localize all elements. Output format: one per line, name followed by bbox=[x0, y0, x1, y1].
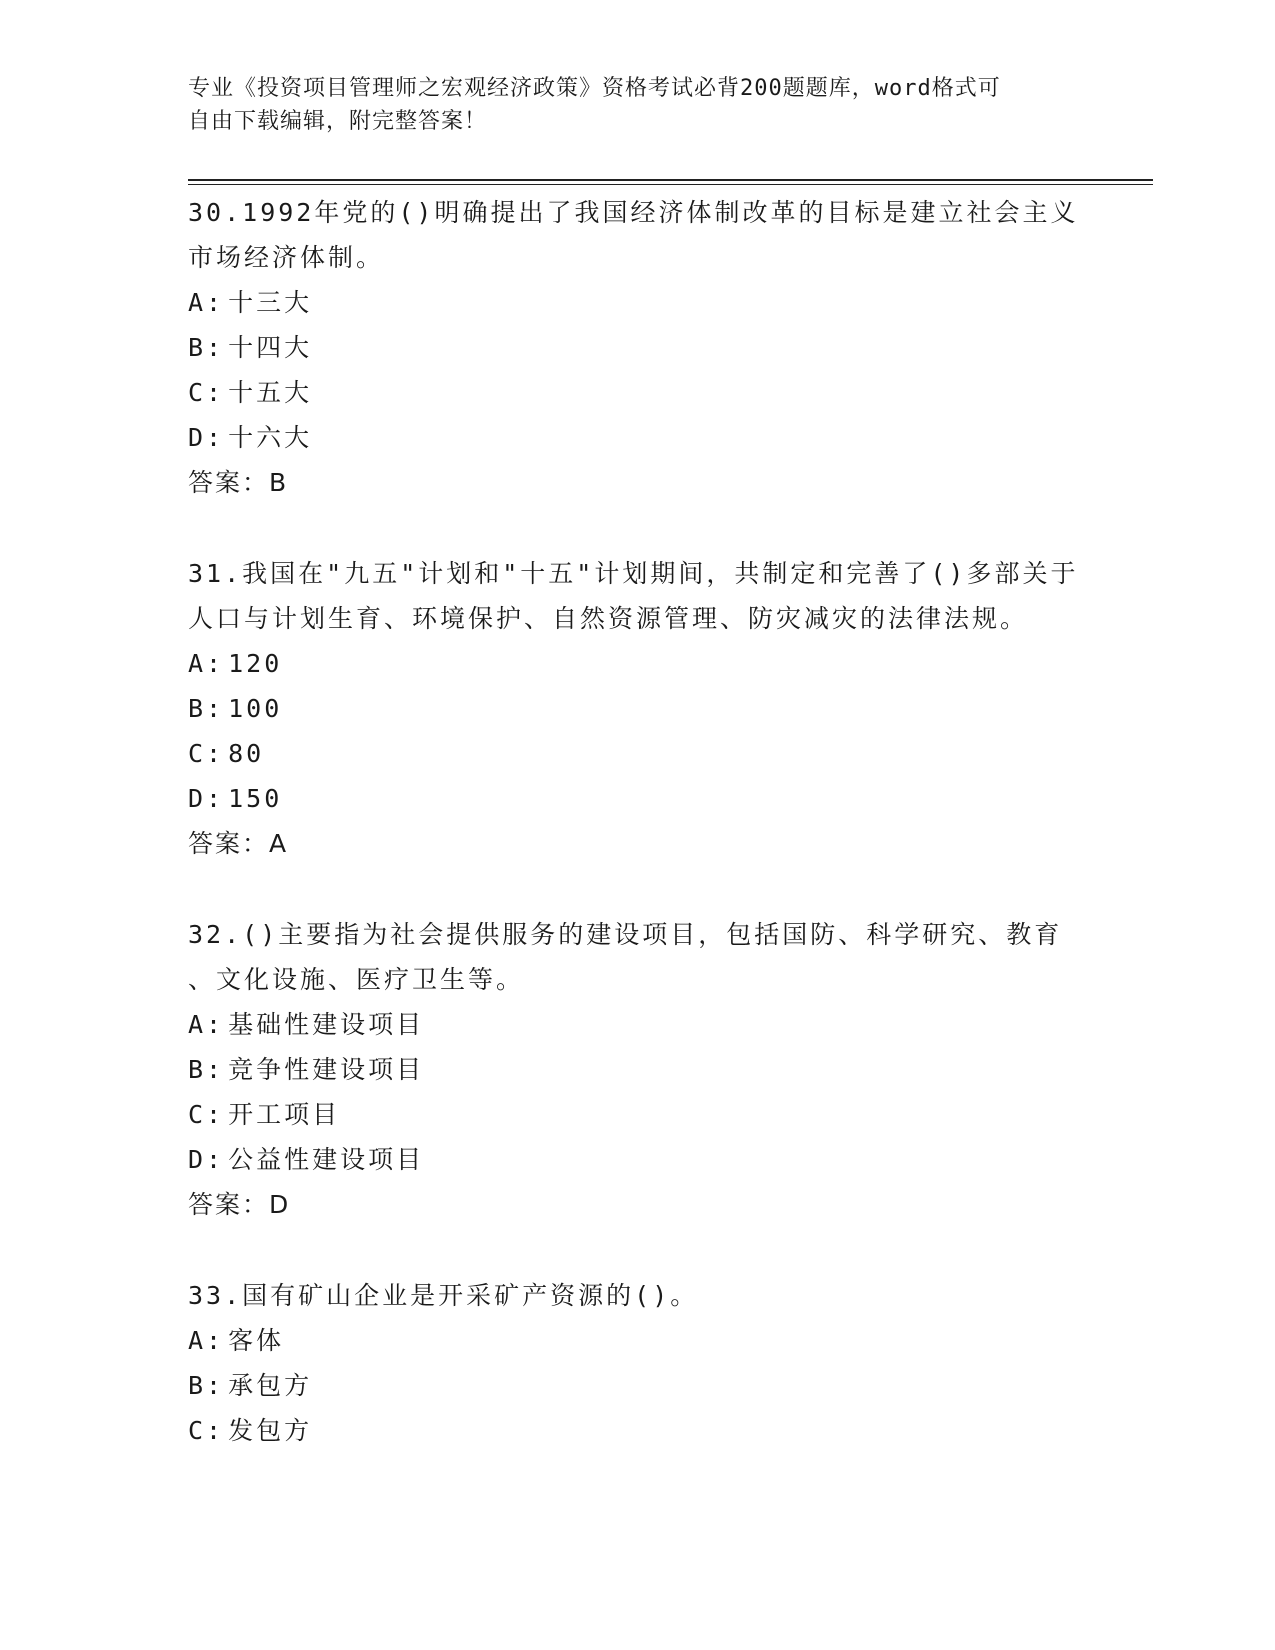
header-divider-thick bbox=[188, 179, 1153, 181]
option-d bbox=[188, 776, 1088, 821]
answer-line: 答案：B bbox=[188, 468, 289, 497]
option-letter: A: bbox=[188, 1010, 225, 1039]
option-letter: A: bbox=[188, 288, 225, 317]
option-c bbox=[188, 1092, 1088, 1137]
option-letter: B: bbox=[188, 1055, 225, 1084]
option-letter: B: bbox=[188, 333, 225, 362]
option-text: 承包方 bbox=[228, 1371, 313, 1400]
option-text: 开工项目 bbox=[228, 1100, 341, 1129]
option-c bbox=[188, 370, 1088, 415]
option-text: 150 bbox=[228, 784, 283, 813]
option-b bbox=[188, 1047, 1088, 1092]
option-text: 十四大 bbox=[228, 333, 313, 362]
header-line-2: 自由下载编辑，附完整答案！ bbox=[188, 109, 488, 134]
question-31 bbox=[188, 551, 1088, 866]
question-text-line: 33.国有矿山企业是开采矿产资源的()。 bbox=[188, 1281, 699, 1310]
option-text: 十五大 bbox=[228, 378, 313, 407]
option-text: 120 bbox=[228, 649, 283, 678]
option-a bbox=[188, 1318, 1088, 1363]
answer-line: 答案：D bbox=[188, 1190, 291, 1219]
option-text: 十六大 bbox=[228, 423, 313, 452]
question-text-line: 人口与计划生育、环境保护、自然资源管理、防灾减灾的法律法规。 bbox=[188, 604, 1029, 633]
question-32 bbox=[188, 912, 1088, 1227]
option-letter: A: bbox=[188, 1326, 225, 1355]
option-c bbox=[188, 731, 1088, 776]
question-text-line: 市场经济体制。 bbox=[188, 243, 385, 272]
option-c bbox=[188, 1408, 1088, 1453]
option-d bbox=[188, 1137, 1088, 1182]
option-letter: D: bbox=[188, 784, 225, 813]
answer-line: 答案：A bbox=[188, 829, 289, 858]
option-letter: B: bbox=[188, 694, 225, 723]
option-letter: C: bbox=[188, 1416, 225, 1445]
header-divider-thin bbox=[188, 184, 1153, 185]
option-letter: B: bbox=[188, 1371, 225, 1400]
option-b bbox=[188, 1363, 1088, 1408]
question-30 bbox=[188, 190, 1088, 505]
option-d bbox=[188, 415, 1088, 460]
option-letter: C: bbox=[188, 378, 225, 407]
question-text-line: 、文化设施、医疗卫生等。 bbox=[188, 965, 525, 994]
option-letter: A: bbox=[188, 649, 225, 678]
option-text: 公益性建设项目 bbox=[228, 1145, 425, 1174]
option-text: 客体 bbox=[228, 1326, 285, 1355]
question-text-line: 32.()主要指为社会提供服务的建设项目，包括国防、科学研究、教育 bbox=[188, 920, 1063, 949]
option-letter: D: bbox=[188, 423, 225, 452]
option-text: 竞争性建设项目 bbox=[228, 1055, 425, 1084]
question-text-line: 30.1992年党的()明确提出了我国经济体制改革的目标是建立社会主义 bbox=[188, 198, 1079, 227]
question-text-line: 31.我国在"九五"计划和"十五"计划期间，共制定和完善了()多部关于 bbox=[188, 559, 1079, 588]
option-letter: C: bbox=[188, 1100, 225, 1129]
option-letter: C: bbox=[188, 739, 225, 768]
header-line-1: 专业《投资项目管理师之宏观经济政策》资格考试必背200题题库，word格式可 bbox=[188, 76, 1001, 101]
option-text: 发包方 bbox=[228, 1416, 313, 1445]
option-letter: D: bbox=[188, 1145, 225, 1174]
option-b bbox=[188, 686, 1088, 731]
option-a bbox=[188, 280, 1088, 325]
question-list bbox=[188, 190, 1088, 1499]
question-33 bbox=[188, 1273, 1088, 1453]
option-text: 100 bbox=[228, 694, 283, 723]
option-a bbox=[188, 1002, 1088, 1047]
option-b bbox=[188, 325, 1088, 370]
option-text: 基础性建设项目 bbox=[228, 1010, 425, 1039]
option-text: 十三大 bbox=[228, 288, 313, 317]
option-a bbox=[188, 641, 1088, 686]
option-text: 80 bbox=[228, 739, 265, 768]
document-header bbox=[188, 72, 1068, 138]
